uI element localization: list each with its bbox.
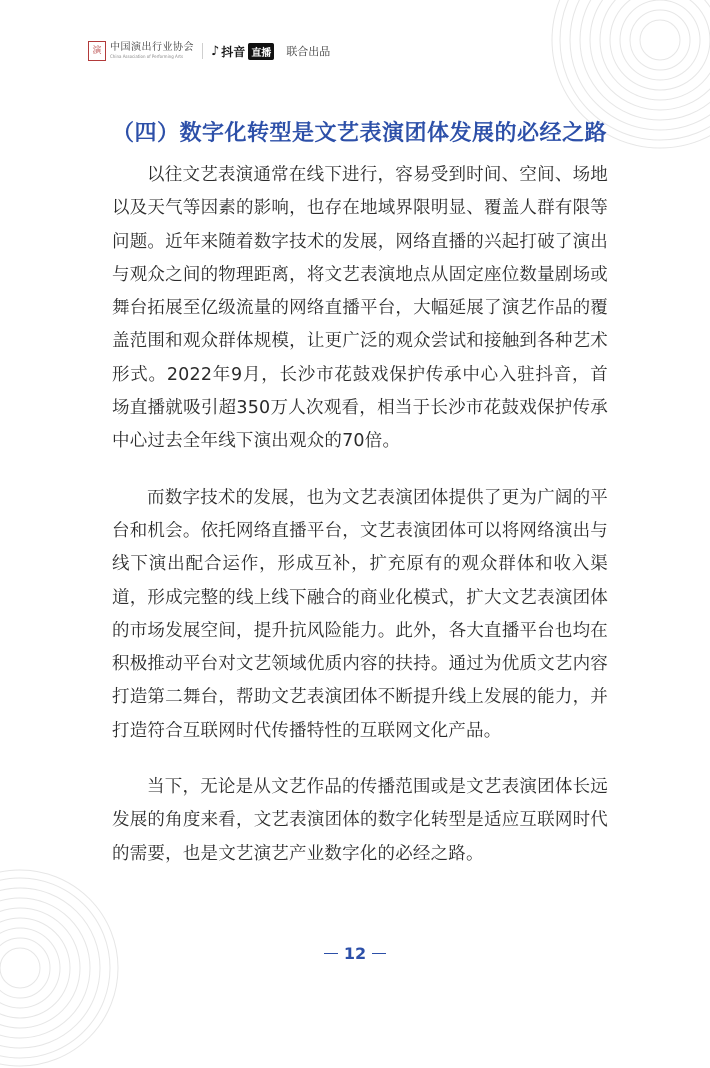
decorative-circles-bottom-left bbox=[0, 868, 120, 1068]
live-badge: 直播 bbox=[248, 43, 274, 60]
section-title: （四）数字化转型是文艺表演团体发展的必经之路 bbox=[112, 121, 608, 146]
page-number: 12 bbox=[343, 944, 367, 963]
paragraph-3: 当下，无论是从文艺作品的传播范围或是文艺表演团体长远发展的角度来看，文艺表演团体的数字化转型是适应互联网时代的需要，也是文艺演艺产业数字化的必经之路。 bbox=[112, 777, 608, 864]
joint-production-label: 联合出品 bbox=[286, 45, 331, 58]
cpaa-logo bbox=[88, 41, 194, 61]
douyin-note-icon: ♪ bbox=[211, 43, 220, 59]
page-header bbox=[88, 40, 330, 62]
douyin-live-logo bbox=[211, 43, 274, 60]
page-footer bbox=[0, 944, 710, 963]
cpaa-name-en: China Association of Performing Arts bbox=[110, 54, 184, 59]
cpaa-seal-icon: 演 bbox=[88, 41, 106, 61]
header-divider bbox=[202, 43, 203, 59]
footer-line-right bbox=[372, 953, 386, 954]
footer-line-left bbox=[324, 953, 338, 954]
body-text bbox=[112, 159, 608, 894]
paragraph-1: 以往文艺表演通常在线下进行，容易受到时间、空间、场地以及天气等因素的影响，也存在地域界限明显、覆盖人群有限等问题。近年来随着数字技术的发展，网络直播的兴起打破了演出与观众之间的物理距离，将文艺表演地点从固定座位数量剧场或舞台拓展至亿级流量的网络直播平台，大幅延展了演艺作品的覆盖范围和观众群体规模，让更广泛的观众尝试和接触到各种艺术形式。2022年9月，长沙市花鼓戏保护传承中心入驻抖音，首场直播就吸引超350万人次观看，相当于长沙市花鼓戏保护传承中心过去全年线下演出观众的70倍。 bbox=[112, 165, 608, 452]
douyin-label: 抖音 bbox=[221, 44, 246, 59]
paragraph-2: 而数字技术的发展，也为文艺表演团体提供了更为广阔的平台和机会。依托网络直播平台，文艺表演团体可以将网络演出与线下演出配合运作，形成互补，扩充原有的观众群体和收入渠道，形成完整的线上线下融合的商业化模式，扩大文艺表演团体的市场发展空间，提升抗风险能力。此外，各大直播平台也均在积极推动平台对文艺领域优质内容的扶持。通过为优质文艺内容打造第二舞台，帮助文艺表演团体不断提升线上发展的能力，并打造符合互联网时代传播特性的互联网文化产品。 bbox=[112, 487, 608, 741]
cpaa-name-cn: 中国演出行业协会 bbox=[110, 42, 194, 53]
